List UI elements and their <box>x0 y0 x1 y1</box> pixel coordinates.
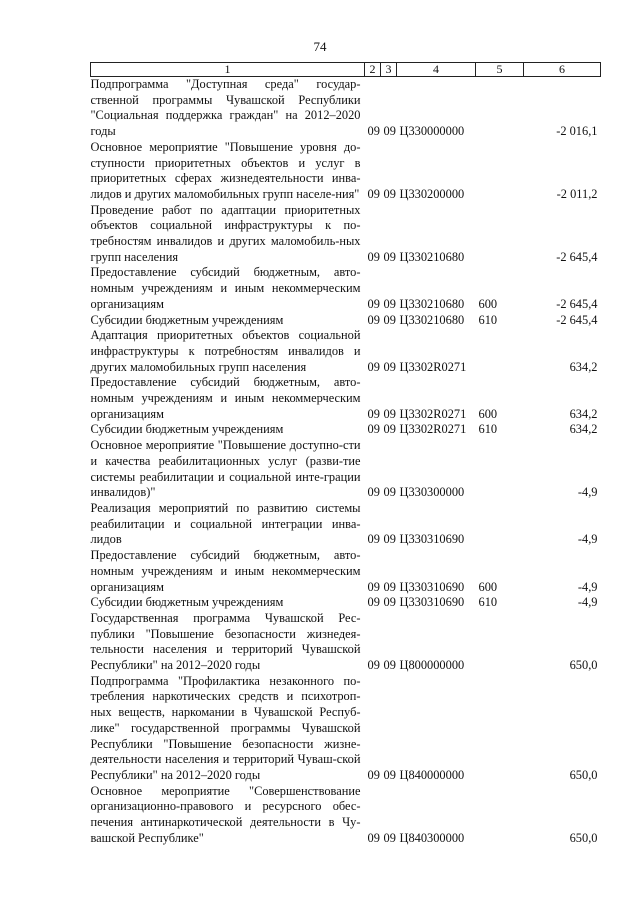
row-target-code: Ц3302R0271 <box>399 422 467 437</box>
row-subsection: 09 <box>383 422 396 437</box>
row-amount: 650,0 <box>569 767 598 782</box>
table-row <box>91 313 601 329</box>
row-section: 09 <box>367 658 380 673</box>
table-row <box>91 501 601 548</box>
row-target-code: Ц330210680 <box>399 249 465 264</box>
row-expense-type <box>476 784 524 847</box>
row-target-code: Ц330210680 <box>399 312 465 327</box>
row-section: 09 <box>367 249 380 264</box>
row-target-code: Ц330310690 <box>399 595 465 610</box>
row-section: 09 <box>367 595 380 610</box>
row-name: Субсидии бюджетным учреждениям <box>90 595 284 610</box>
row-target-code: Ц840300000 <box>399 830 465 845</box>
row-name: Государственная программа Чувашской Рес-публики "Повышение безопасности жизнедея-тельности населения и территорий Чувашской Республики" на 2012–2020 годы <box>90 610 361 673</box>
table-row <box>91 611 601 674</box>
row-amount: 650,0 <box>569 658 598 673</box>
row-target-code: Ц3302R0271 <box>399 359 467 374</box>
table-row <box>91 595 601 611</box>
table-row <box>91 203 601 266</box>
header-col-6: 6 <box>524 63 601 77</box>
row-name: Основное мероприятие "Совершенствование организационно-правового и ресурсного обес-печения антинаркотической деятельности в Чу-вашской Республике" <box>90 783 361 845</box>
row-name: Основное мероприятие "Повышение уровня до-ступности приоритетных объектов и услуг в приоритетных сферах жизнедеятельности инва-лидов и других маломобильных групп населе-ния" <box>90 139 361 201</box>
row-section: 09 <box>367 532 380 547</box>
row-subsection: 09 <box>383 312 396 327</box>
row-name: Основное мероприятие "Повышение доступно-сти и качества реабилитационных услуг (разви-тие системы реабилитации и социальной инте-грации инвалидов)" <box>90 438 361 500</box>
budget-table-container <box>90 62 600 846</box>
row-section: 09 <box>367 296 380 311</box>
row-name: Предоставление субсидий бюджетным, авто-номным учреждениям и иным некоммерческим организациям <box>90 265 361 311</box>
row-target-code: Ц330310690 <box>399 579 465 594</box>
table-row <box>91 77 601 140</box>
row-name: Адаптация приоритетных объектов социальной инфраструктуры к потребностям инвалидов и других маломобильных групп населения <box>90 328 361 374</box>
row-name: Подпрограмма "Доступная среда" государ-ственной программы Чувашской Республики "Социальная поддержка граждан" на 2012–2020 годы <box>90 77 361 139</box>
budget-table <box>90 62 601 846</box>
row-expense-type <box>476 77 524 140</box>
row-subsection: 09 <box>383 124 396 139</box>
row-target-code: Ц330200000 <box>399 186 465 201</box>
row-target-code: Ц330310690 <box>399 532 465 547</box>
row-subsection: 09 <box>383 359 396 374</box>
row-amount: 634,2 <box>569 406 598 421</box>
row-name: Проведение работ по адаптации приоритетных объектов социальной инфраструктуры к по-требностям инвалидов и других маломобиль-ных групп населения <box>90 202 361 264</box>
row-target-code: Ц330300000 <box>399 485 465 500</box>
row-section: 09 <box>367 312 380 327</box>
table-row <box>91 674 601 784</box>
header-col-3: 3 <box>381 63 397 77</box>
row-name: Субсидии бюджетным учреждениям <box>90 422 284 437</box>
table-body <box>91 77 601 847</box>
row-amount: -2 011,2 <box>556 186 598 201</box>
row-amount: -2 645,4 <box>556 249 598 264</box>
row-subsection: 09 <box>383 406 396 421</box>
table-row <box>91 438 601 501</box>
row-amount: -4,9 <box>577 595 598 610</box>
row-expense-type <box>476 328 524 375</box>
row-section: 09 <box>367 485 380 500</box>
row-amount: 634,2 <box>569 422 598 437</box>
row-expense-type: 610 <box>478 312 498 327</box>
row-section: 09 <box>367 422 380 437</box>
row-target-code: Ц330000000 <box>399 124 465 139</box>
table-row <box>91 548 601 595</box>
row-name: Подпрограмма "Профилактика незаконного по-требления наркотических средств и психотроп-ных веществ, наркомании в Чувашской Респуб-лике" государственной программы Чувашской Республики "Повышение безопасности жизне-деятельности населения и территорий Чуваш-ской Республики" на 2012–2020 годы <box>90 673 361 782</box>
row-subsection: 09 <box>383 485 396 500</box>
row-name: Предоставление субсидий бюджетным, авто-номным учреждениям и иным некоммерческим организациям <box>90 375 361 421</box>
row-amount: -2 645,4 <box>556 312 598 327</box>
row-subsection: 09 <box>383 595 396 610</box>
row-expense-type: 610 <box>478 422 498 437</box>
row-section: 09 <box>367 579 380 594</box>
row-expense-type <box>476 674 524 784</box>
row-subsection: 09 <box>383 658 396 673</box>
row-amount: 634,2 <box>569 359 598 374</box>
row-section: 09 <box>367 406 380 421</box>
row-expense-type <box>476 611 524 674</box>
header-row <box>91 63 601 77</box>
row-expense-type: 610 <box>478 595 498 610</box>
page-number: 74 <box>313 39 327 54</box>
row-section: 09 <box>367 830 380 845</box>
row-target-code: Ц330210680 <box>399 296 465 311</box>
row-section: 09 <box>367 767 380 782</box>
row-name: Субсидии бюджетным учреждениям <box>90 312 284 327</box>
row-expense-type: 600 <box>478 296 498 311</box>
row-expense-type <box>476 140 524 203</box>
row-amount: -2 016,1 <box>556 124 598 139</box>
row-subsection: 09 <box>383 249 396 264</box>
row-expense-type <box>476 438 524 501</box>
header-col-2: 2 <box>365 63 381 77</box>
row-target-code: Ц800000000 <box>399 658 465 673</box>
row-section: 09 <box>367 186 380 201</box>
row-expense-type <box>476 501 524 548</box>
row-subsection: 09 <box>383 830 396 845</box>
table-row <box>91 375 601 422</box>
row-target-code: Ц3302R0271 <box>399 406 467 421</box>
table-row <box>91 140 601 203</box>
row-amount: -4,9 <box>577 579 598 594</box>
row-subsection: 09 <box>383 532 396 547</box>
row-expense-type: 600 <box>478 579 498 594</box>
row-amount: -2 645,4 <box>556 296 598 311</box>
row-amount: -4,9 <box>577 532 598 547</box>
row-name: Предоставление субсидий бюджетным, авто-номным учреждениям и иным некоммерческим организациям <box>90 548 361 594</box>
table-row <box>91 328 601 375</box>
row-expense-type <box>476 203 524 266</box>
row-section: 09 <box>367 124 380 139</box>
row-section: 09 <box>367 359 380 374</box>
table-row <box>91 784 601 847</box>
row-target-code: Ц840000000 <box>399 767 465 782</box>
header-col-1: 1 <box>91 63 365 77</box>
row-amount: 650,0 <box>569 830 598 845</box>
row-subsection: 09 <box>383 186 396 201</box>
row-subsection: 09 <box>383 296 396 311</box>
table-row <box>91 422 601 438</box>
row-name: Реализация мероприятий по развитию системы реабилитации и социальной интеграции инва-лидов <box>90 500 361 547</box>
row-expense-type: 600 <box>478 406 498 421</box>
row-subsection: 09 <box>383 579 396 594</box>
header-col-5: 5 <box>476 63 524 77</box>
row-subsection: 09 <box>383 767 396 782</box>
header-col-4: 4 <box>397 63 476 77</box>
table-row <box>91 265 601 312</box>
table-header <box>91 63 601 77</box>
row-amount: -4,9 <box>577 485 598 500</box>
